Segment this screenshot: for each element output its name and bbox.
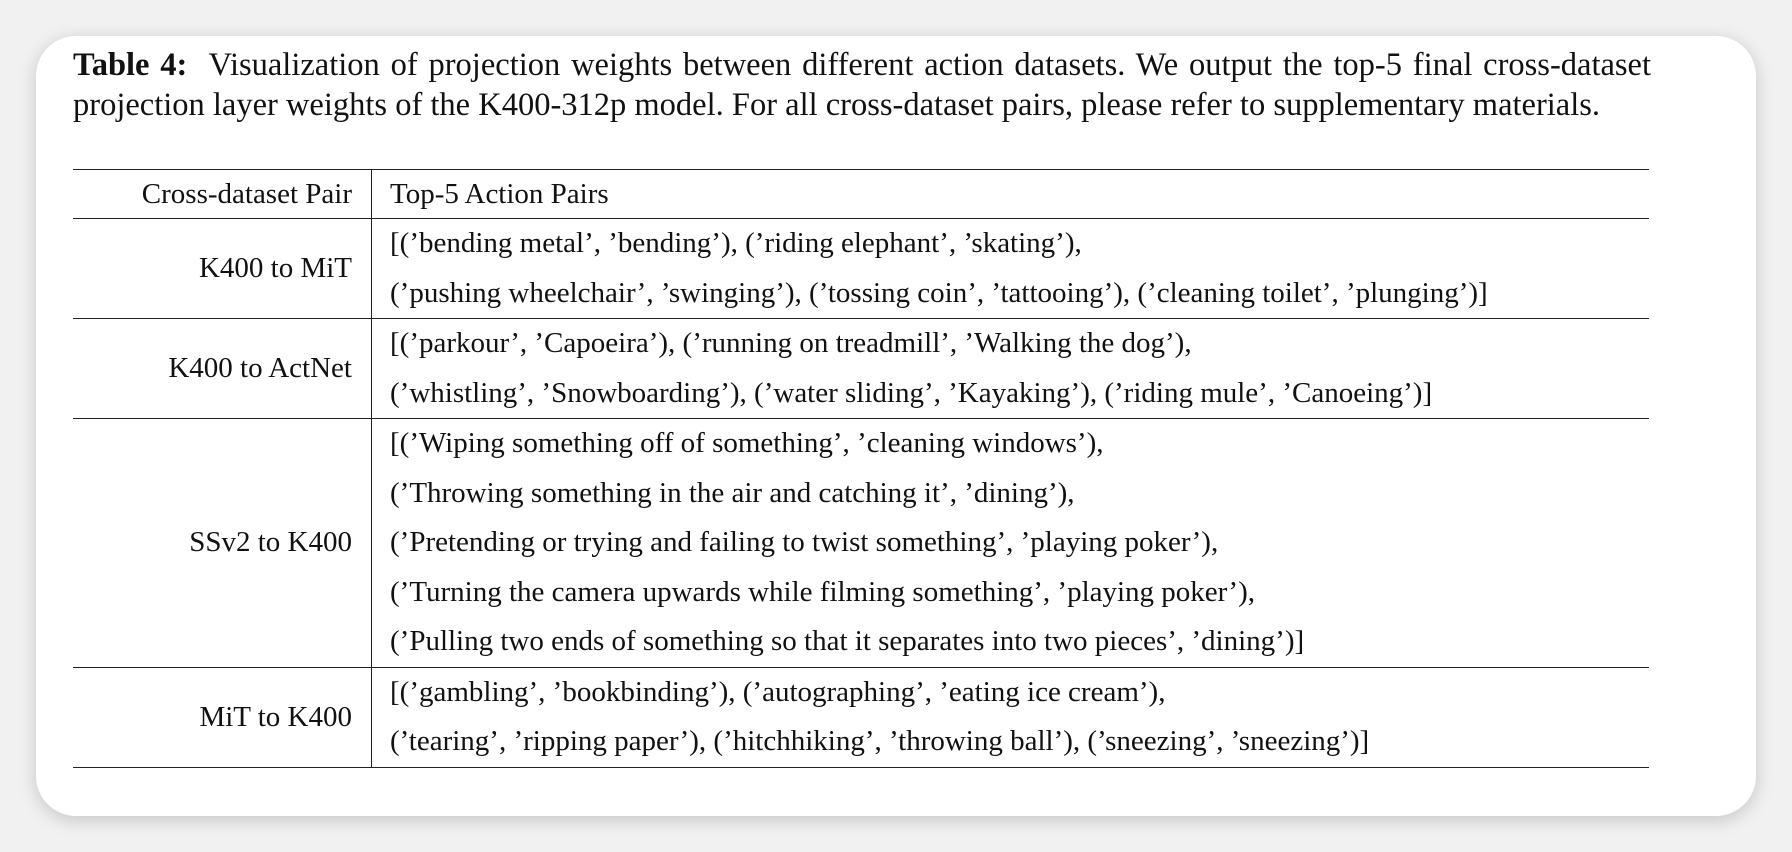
- table-header-row: [73, 170, 1649, 219]
- action-pairs-line: (’tearing’, ’ripping paper’), (’hitchhiking’, ’throwing ball’), (’sneezing’, ’sneezing’)]: [390, 725, 1370, 757]
- table-row: [73, 319, 1649, 419]
- caption-text: Visualization of projection weights between different action datasets. We output the top-5 final cross-dataset projection layer weights of the K400-312p model. For all cross-dataset pairs, please refer to supplementary materials.: [73, 47, 1652, 123]
- action-pairs-line: [(’gambling’, ’bookbinding’), (’autographing’, ’eating ice cream’),: [390, 675, 1166, 708]
- row-pair-label: K400 to ActNet: [73, 319, 372, 419]
- action-pairs-line: (’Pulling two ends of something so that it separates into two pieces’, ’dining’)]: [390, 625, 1305, 657]
- row-action-pairs: [372, 667, 1650, 767]
- projection-weights-table: [73, 169, 1649, 768]
- caption-label: Table 4:: [73, 47, 188, 83]
- action-pairs-line: (’Pretending or trying and failing to twist something’, ’playing poker’),: [390, 526, 1219, 558]
- action-pairs-line: [(’bending metal’, ’bending’), (’riding elephant’, ’skating’),: [390, 227, 1082, 259]
- action-pairs-line: (’whistling’, ’Snowboarding’), (’water sliding’, ’Kayaking’), (’riding mule’, ’Canoeing’)]: [390, 376, 1433, 409]
- action-pairs-line: (’pushing wheelchair’, ’swinging’), (’tossing coin’, ’tattooing’), (’cleaning toilet’, ’plunging’)]: [390, 276, 1488, 309]
- header-top5-action-pairs: Top-5 Action Pairs: [372, 170, 1650, 219]
- header-cross-dataset-pair: Cross-dataset Pair: [73, 170, 372, 219]
- action-pairs-line: (’Throwing something in the air and catching it’, ’dining’),: [390, 476, 1075, 509]
- row-pair-label: MiT to K400: [73, 667, 372, 767]
- row-action-pairs: [372, 219, 1650, 319]
- action-pairs-line: [(’Wiping something off of something’, ’cleaning windows’),: [390, 427, 1104, 459]
- row-pair-label: SSv2 to K400: [73, 419, 372, 668]
- row-pair-label: K400 to MiT: [73, 219, 372, 319]
- table-row: [73, 667, 1649, 767]
- action-pairs-line: (’Turning the camera upwards while filming something’, ’playing poker’),: [390, 575, 1255, 608]
- table-row: [73, 419, 1649, 668]
- row-action-pairs: [372, 319, 1650, 419]
- table-row: [73, 219, 1649, 319]
- row-action-pairs: [372, 419, 1650, 668]
- table-caption: [73, 45, 1651, 125]
- action-pairs-line: [(’parkour’, ’Capoeira’), (’running on treadmill’, ’Walking the dog’),: [390, 327, 1192, 359]
